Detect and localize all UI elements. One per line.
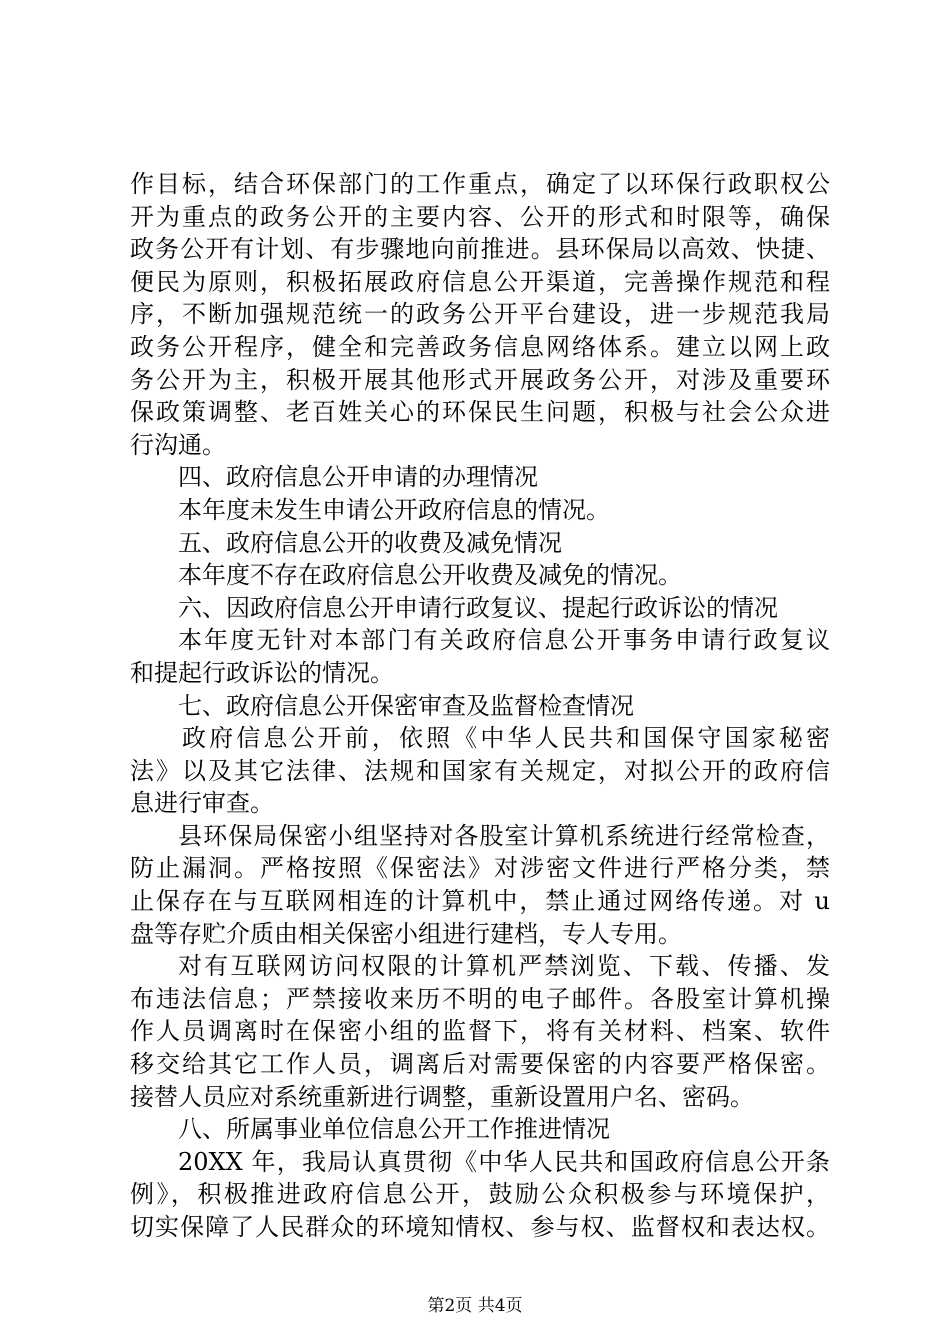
body-line: 接替人员应对系统重新进行调整，重新设置用户名、密码。 — [130, 1082, 754, 1111]
body-line: 县环保局保密小组坚持对各股室计算机系统进行经常检查， — [178, 821, 830, 850]
body-line: 作人员调离时在保密小组的监督下，将有关材料、档案、软件 — [130, 1017, 830, 1046]
body-line: 对有互联网访问权限的计算机严禁浏览、下载、传播、发 — [178, 952, 830, 981]
body-line: 务公开为主，积极开展其他形式开展政务公开，对涉及重要环 — [130, 365, 830, 394]
section-heading: 八、所属事业单位信息公开工作推进情况 — [178, 1115, 610, 1144]
body-line: 布违法信息；严禁接收来历不明的电子邮件。各股室计算机操 — [130, 984, 830, 1013]
body-line: 开为重点的政务公开的主要内容、公开的形式和时限等，确保 — [130, 202, 830, 231]
body-line: 政务公开有计划、有步骤地向前推进。县环保局以高效、快捷、 — [130, 235, 830, 264]
body-line: 便民为原则，积极拓展政府信息公开渠道，完善操作规范和程 — [130, 267, 830, 296]
body-line: 切实保障了人民群众的环境知情权、参与权、监督权和表达权。 — [130, 1213, 830, 1241]
body-line: 政务公开程序，健全和完善政务信息网络体系。建立以网上政 — [130, 332, 830, 361]
body-line: 序，不断加强规范统一的政务公开平台建设，进一步规范我局 — [130, 300, 830, 329]
body-line: 法》以及其它法律、法规和国家有关规定，对拟公开的政府信 — [130, 756, 830, 785]
section-heading: 五、政府信息公开的收费及减免情况 — [178, 528, 562, 557]
body-line: 作目标，结合环保部门的工作重点，确定了以环保行政职权公 — [130, 170, 830, 198]
body-line: 本年度不存在政府信息公开收费及减免的情况。 — [178, 561, 682, 590]
body-line: 盘等存贮介质由相关保密小组进行建档，专人专用。 — [130, 919, 682, 948]
body-line: 息进行审查。 — [130, 789, 274, 818]
body-line: 防止漏洞。严格按照《保密法》对涉密文件进行严格分类，禁 — [130, 854, 830, 883]
body-line: 本年度未发生申请公开政府信息的情况。 — [178, 495, 610, 524]
section-heading: 四、政府信息公开申请的办理情况 — [178, 463, 538, 492]
body-line: 政府信息公开前，依照《中华人民共和国保守国家秘密 — [182, 724, 830, 753]
document-body — [130, 168, 830, 1244]
body-line: 移交给其它工作人员，调离后对需要保密的内容要严格保密。 — [130, 1050, 830, 1079]
section-heading: 七、政府信息公开保密审查及监督检查情况 — [178, 691, 634, 720]
body-line: 保政策调整、老百姓关心的环保民生问题，积极与社会公众进 — [130, 398, 830, 427]
body-line: 行沟通。 — [130, 430, 226, 459]
body-line: 例》，积极推进政府信息公开，鼓励公众积极参与环境保护， — [130, 1180, 830, 1209]
body-line: 本年度无针对本部门有关政府信息公开事务申请行政复议 — [178, 626, 830, 655]
body-line: 止保存在与互联网相连的计算机中，禁止通过网络传递。对 u — [130, 887, 830, 916]
body-line: 20XX 年，我局认真贯彻《中华人民共和国政府信息公开条 — [178, 1147, 830, 1176]
body-line: 和提起行政诉讼的情况。 — [130, 658, 394, 687]
page-footer: 第2页 共4页 — [427, 1296, 523, 1316]
section-heading: 六、因政府信息公开申请行政复议、提起行政诉讼的情况 — [178, 593, 778, 622]
